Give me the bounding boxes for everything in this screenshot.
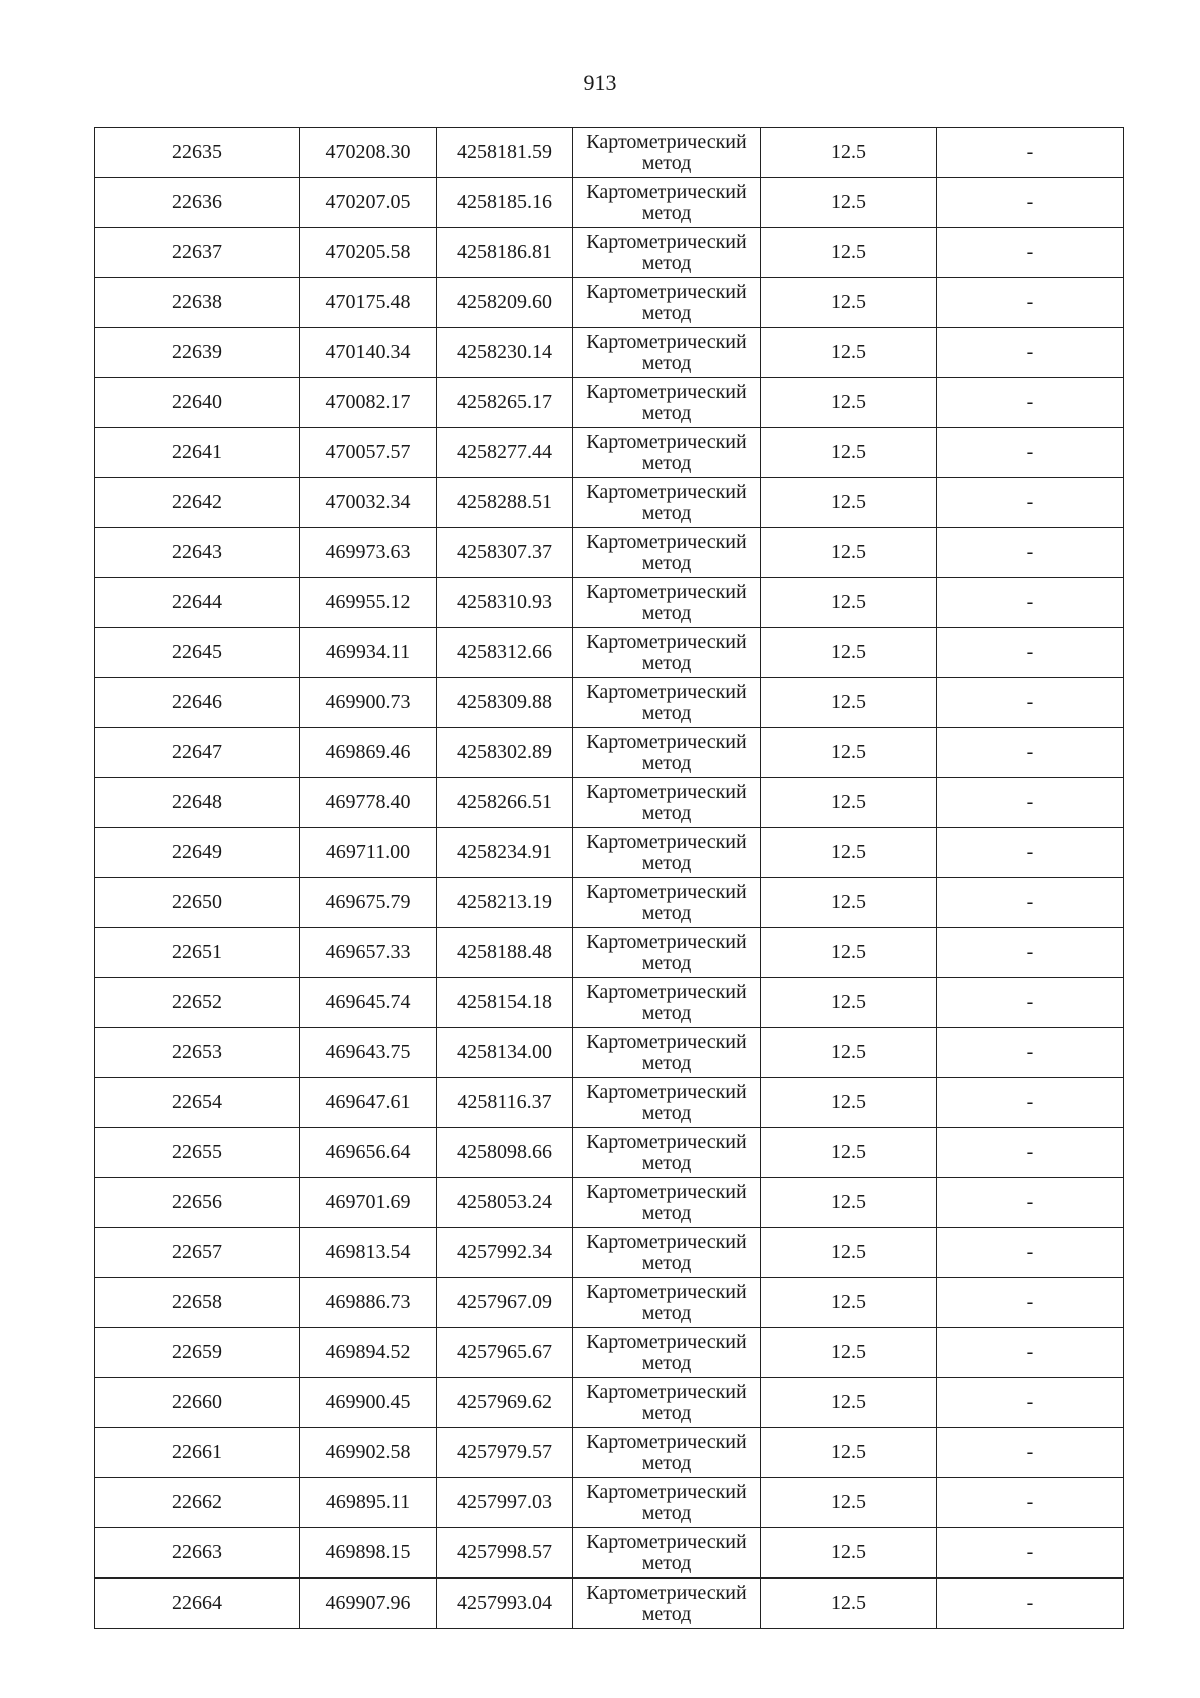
accuracy-cell: 12.5 — [761, 578, 937, 628]
method-cell — [573, 778, 761, 828]
table-row — [95, 328, 1124, 378]
accuracy-cell: 12.5 — [761, 128, 937, 178]
table-row — [95, 1578, 1124, 1629]
method-cell — [573, 428, 761, 478]
method-line-1: Картометрический — [586, 1480, 747, 1503]
note-cell: - — [937, 778, 1124, 828]
note-cell: - — [937, 628, 1124, 678]
accuracy-cell: 12.5 — [761, 278, 937, 328]
note-cell: - — [937, 1178, 1124, 1228]
y-coordinate-cell: 4258185.16 — [437, 178, 573, 228]
method-line-2: метод — [641, 1551, 692, 1574]
table-row — [95, 378, 1124, 428]
y-coordinate-cell: 4258288.51 — [437, 478, 573, 528]
accuracy-cell: 12.5 — [761, 978, 937, 1028]
note-cell: - — [937, 678, 1124, 728]
note-cell: - — [937, 1478, 1124, 1528]
x-coordinate-cell: 469778.40 — [300, 778, 437, 828]
y-coordinate-cell: 4257998.57 — [437, 1528, 573, 1579]
note-cell: - — [937, 328, 1124, 378]
method-cell — [573, 728, 761, 778]
note-cell: - — [937, 428, 1124, 478]
note-cell: - — [937, 828, 1124, 878]
method-line-2: метод — [641, 401, 692, 424]
y-coordinate-cell: 4258181.59 — [437, 128, 573, 178]
point-id-cell: 22635 — [95, 128, 300, 178]
accuracy-cell: 12.5 — [761, 1578, 937, 1629]
method-line-1: Картометрический — [586, 580, 747, 603]
x-coordinate-cell: 469813.54 — [300, 1228, 437, 1278]
method-line-2: метод — [641, 601, 692, 624]
method-cell — [573, 978, 761, 1028]
accuracy-cell: 12.5 — [761, 878, 937, 928]
accuracy-cell: 12.5 — [761, 928, 937, 978]
note-cell: - — [937, 978, 1124, 1028]
table-row — [95, 1228, 1124, 1278]
point-id-cell: 22637 — [95, 228, 300, 278]
table-row — [95, 828, 1124, 878]
method-line-2: метод — [641, 951, 692, 974]
method-line-2: метод — [641, 851, 692, 874]
point-id-cell: 22649 — [95, 828, 300, 878]
method-cell — [573, 1028, 761, 1078]
method-cell — [573, 478, 761, 528]
method-cell — [573, 128, 761, 178]
note-cell: - — [937, 478, 1124, 528]
method-cell — [573, 1228, 761, 1278]
method-line-2: метод — [641, 751, 692, 774]
table-row — [95, 428, 1124, 478]
note-cell: - — [937, 1428, 1124, 1478]
note-cell: - — [937, 378, 1124, 428]
table-row — [95, 928, 1124, 978]
method-line-1: Картометрический — [586, 830, 747, 853]
note-cell: - — [937, 1228, 1124, 1278]
method-cell — [573, 678, 761, 728]
table-row — [95, 578, 1124, 628]
x-coordinate-cell: 469886.73 — [300, 1278, 437, 1328]
method-line-2: метод — [641, 251, 692, 274]
table-row — [95, 228, 1124, 278]
method-line-2: метод — [641, 1151, 692, 1174]
x-coordinate-cell: 470207.05 — [300, 178, 437, 228]
method-line-1: Картометрический — [586, 1080, 747, 1103]
x-coordinate-cell: 469711.00 — [300, 828, 437, 878]
accuracy-cell: 12.5 — [761, 1478, 937, 1528]
accuracy-cell: 12.5 — [761, 1428, 937, 1478]
accuracy-cell: 12.5 — [761, 228, 937, 278]
point-id-cell: 22644 — [95, 578, 300, 628]
method-line-1: Картометрический — [586, 1530, 747, 1553]
accuracy-cell: 12.5 — [761, 378, 937, 428]
note-cell: - — [937, 278, 1124, 328]
method-line-1: Картометрический — [586, 1380, 747, 1403]
y-coordinate-cell: 4257967.09 — [437, 1278, 573, 1328]
method-cell — [573, 578, 761, 628]
table-row — [95, 728, 1124, 778]
point-id-cell: 22651 — [95, 928, 300, 978]
point-id-cell: 22654 — [95, 1078, 300, 1128]
y-coordinate-cell: 4258098.66 — [437, 1128, 573, 1178]
point-id-cell: 22660 — [95, 1378, 300, 1428]
point-id-cell: 22652 — [95, 978, 300, 1028]
x-coordinate-cell: 469894.52 — [300, 1328, 437, 1378]
x-coordinate-cell: 469657.33 — [300, 928, 437, 978]
note-cell: - — [937, 728, 1124, 778]
accuracy-cell: 12.5 — [761, 1178, 937, 1228]
x-coordinate-cell: 469902.58 — [300, 1428, 437, 1478]
point-id-cell: 22638 — [95, 278, 300, 328]
x-coordinate-cell: 469643.75 — [300, 1028, 437, 1078]
table-row — [95, 178, 1124, 228]
accuracy-cell: 12.5 — [761, 1378, 937, 1428]
x-coordinate-cell: 469869.46 — [300, 728, 437, 778]
y-coordinate-cell: 4258307.37 — [437, 528, 573, 578]
x-coordinate-cell: 469973.63 — [300, 528, 437, 578]
table-row — [95, 1178, 1124, 1228]
method-cell — [573, 1528, 761, 1579]
accuracy-cell: 12.5 — [761, 1128, 937, 1178]
method-line-1: Картометрический — [586, 880, 747, 903]
method-line-2: метод — [641, 1602, 692, 1625]
y-coordinate-cell: 4257992.34 — [437, 1228, 573, 1278]
table-row — [95, 1028, 1124, 1078]
note-cell: - — [937, 928, 1124, 978]
method-line-1: Картометрический — [586, 380, 747, 403]
table-row — [95, 1128, 1124, 1178]
x-coordinate-cell: 469656.64 — [300, 1128, 437, 1178]
method-cell — [573, 828, 761, 878]
x-coordinate-cell: 469701.69 — [300, 1178, 437, 1228]
table-row — [95, 1278, 1124, 1328]
method-line-1: Картометрический — [586, 730, 747, 753]
point-id-cell: 22648 — [95, 778, 300, 828]
method-line-2: метод — [641, 151, 692, 174]
method-line-1: Картометрический — [586, 1330, 747, 1353]
method-cell — [573, 878, 761, 928]
point-id-cell: 22656 — [95, 1178, 300, 1228]
method-line-2: метод — [641, 1451, 692, 1474]
note-cell: - — [937, 578, 1124, 628]
accuracy-cell: 12.5 — [761, 1278, 937, 1328]
method-line-1: Картометрический — [586, 330, 747, 353]
point-id-cell: 22661 — [95, 1428, 300, 1478]
coordinates-table — [94, 127, 1124, 1629]
method-cell — [573, 178, 761, 228]
y-coordinate-cell: 4257993.04 — [437, 1578, 573, 1629]
method-cell — [573, 1278, 761, 1328]
point-id-cell: 22664 — [95, 1578, 300, 1629]
table-row — [95, 478, 1124, 528]
x-coordinate-cell: 470205.58 — [300, 228, 437, 278]
method-cell — [573, 1478, 761, 1528]
y-coordinate-cell: 4258213.19 — [437, 878, 573, 928]
method-line-2: метод — [641, 1201, 692, 1224]
point-id-cell: 22659 — [95, 1328, 300, 1378]
method-line-1: Картометрический — [586, 780, 747, 803]
accuracy-cell: 12.5 — [761, 328, 937, 378]
y-coordinate-cell: 4258134.00 — [437, 1028, 573, 1078]
x-coordinate-cell: 470032.34 — [300, 478, 437, 528]
note-cell: - — [937, 1578, 1124, 1629]
note-cell: - — [937, 1278, 1124, 1328]
method-cell — [573, 628, 761, 678]
y-coordinate-cell: 4257965.67 — [437, 1328, 573, 1378]
note-cell: - — [937, 228, 1124, 278]
y-coordinate-cell: 4258230.14 — [437, 328, 573, 378]
accuracy-cell: 12.5 — [761, 528, 937, 578]
y-coordinate-cell: 4258265.17 — [437, 378, 573, 428]
method-cell — [573, 1328, 761, 1378]
x-coordinate-cell: 469675.79 — [300, 878, 437, 928]
accuracy-cell: 12.5 — [761, 778, 937, 828]
point-id-cell: 22643 — [95, 528, 300, 578]
y-coordinate-cell: 4258302.89 — [437, 728, 573, 778]
method-line-2: метод — [641, 1001, 692, 1024]
method-line-2: метод — [641, 651, 692, 674]
page-number: 913 — [583, 70, 617, 95]
method-line-2: метод — [641, 501, 692, 524]
y-coordinate-cell: 4258188.48 — [437, 928, 573, 978]
y-coordinate-cell: 4258266.51 — [437, 778, 573, 828]
method-cell — [573, 528, 761, 578]
y-coordinate-cell: 4258234.91 — [437, 828, 573, 878]
point-id-cell: 22641 — [95, 428, 300, 478]
accuracy-cell: 12.5 — [761, 1528, 937, 1579]
method-line-1: Картометрический — [586, 1581, 747, 1604]
method-line-1: Картометрический — [586, 980, 747, 1003]
table-row — [95, 528, 1124, 578]
point-id-cell: 22647 — [95, 728, 300, 778]
accuracy-cell: 12.5 — [761, 1028, 937, 1078]
x-coordinate-cell: 469955.12 — [300, 578, 437, 628]
x-coordinate-cell: 470208.30 — [300, 128, 437, 178]
point-id-cell: 22640 — [95, 378, 300, 428]
method-line-1: Картометрический — [586, 630, 747, 653]
method-line-1: Картометрический — [586, 1130, 747, 1153]
x-coordinate-cell: 470140.34 — [300, 328, 437, 378]
method-cell — [573, 1128, 761, 1178]
point-id-cell: 22645 — [95, 628, 300, 678]
y-coordinate-cell: 4257997.03 — [437, 1478, 573, 1528]
method-line-1: Картометрический — [586, 1280, 747, 1303]
note-cell: - — [937, 878, 1124, 928]
method-line-2: метод — [641, 1401, 692, 1424]
method-line-2: метод — [641, 1351, 692, 1374]
point-id-cell: 22658 — [95, 1278, 300, 1328]
point-id-cell: 22655 — [95, 1128, 300, 1178]
accuracy-cell: 12.5 — [761, 178, 937, 228]
method-cell — [573, 1078, 761, 1128]
accuracy-cell: 12.5 — [761, 828, 937, 878]
table-row — [95, 1078, 1124, 1128]
y-coordinate-cell: 4258053.24 — [437, 1178, 573, 1228]
method-line-2: метод — [641, 1501, 692, 1524]
method-line-1: Картометрический — [586, 280, 747, 303]
y-coordinate-cell: 4258186.81 — [437, 228, 573, 278]
table-row — [95, 1378, 1124, 1428]
method-line-2: метод — [641, 451, 692, 474]
method-cell — [573, 1578, 761, 1629]
note-cell: - — [937, 178, 1124, 228]
y-coordinate-cell: 4258309.88 — [437, 678, 573, 728]
x-coordinate-cell: 469895.11 — [300, 1478, 437, 1528]
note-cell: - — [937, 128, 1124, 178]
y-coordinate-cell: 4257979.57 — [437, 1428, 573, 1478]
method-line-1: Картометрический — [586, 430, 747, 453]
note-cell: - — [937, 1128, 1124, 1178]
x-coordinate-cell: 469645.74 — [300, 978, 437, 1028]
point-id-cell: 22653 — [95, 1028, 300, 1078]
note-cell: - — [937, 1028, 1124, 1078]
x-coordinate-cell: 469898.15 — [300, 1528, 437, 1579]
accuracy-cell: 12.5 — [761, 478, 937, 528]
note-cell: - — [937, 1378, 1124, 1428]
method-cell — [573, 1428, 761, 1478]
x-coordinate-cell: 470082.17 — [300, 378, 437, 428]
table-body — [95, 128, 1124, 1629]
y-coordinate-cell: 4258277.44 — [437, 428, 573, 478]
accuracy-cell: 12.5 — [761, 1328, 937, 1378]
x-coordinate-cell: 470057.57 — [300, 428, 437, 478]
method-line-2: метод — [641, 551, 692, 574]
accuracy-cell: 12.5 — [761, 678, 937, 728]
point-id-cell: 22657 — [95, 1228, 300, 1278]
method-cell — [573, 1178, 761, 1228]
point-id-cell: 22636 — [95, 178, 300, 228]
method-line-2: метод — [641, 1101, 692, 1124]
point-id-cell: 22662 — [95, 1478, 300, 1528]
method-line-1: Картометрический — [586, 1180, 747, 1203]
method-cell — [573, 228, 761, 278]
table-row — [95, 128, 1124, 178]
method-line-1: Картометрический — [586, 680, 747, 703]
x-coordinate-cell: 469900.45 — [300, 1378, 437, 1428]
y-coordinate-cell: 4257969.62 — [437, 1378, 573, 1428]
x-coordinate-cell: 469907.96 — [300, 1578, 437, 1629]
method-line-1: Картометрический — [586, 930, 747, 953]
method-line-1: Картометрический — [586, 1430, 747, 1453]
x-coordinate-cell: 469647.61 — [300, 1078, 437, 1128]
x-coordinate-cell: 469900.73 — [300, 678, 437, 728]
accuracy-cell: 12.5 — [761, 1078, 937, 1128]
accuracy-cell: 12.5 — [761, 628, 937, 678]
method-line-2: метод — [641, 351, 692, 374]
table-row — [95, 1428, 1124, 1478]
table-row — [95, 278, 1124, 328]
method-line-1: Картометрический — [586, 1230, 747, 1253]
method-line-2: метод — [641, 1051, 692, 1074]
x-coordinate-cell: 469934.11 — [300, 628, 437, 678]
table-row — [95, 878, 1124, 928]
method-line-2: метод — [641, 1251, 692, 1274]
point-id-cell: 22646 — [95, 678, 300, 728]
method-line-1: Картометрический — [586, 230, 747, 253]
note-cell: - — [937, 1528, 1124, 1579]
y-coordinate-cell: 4258312.66 — [437, 628, 573, 678]
note-cell: - — [937, 528, 1124, 578]
method-cell — [573, 328, 761, 378]
point-id-cell: 22650 — [95, 878, 300, 928]
accuracy-cell: 12.5 — [761, 428, 937, 478]
method-line-2: метод — [641, 701, 692, 724]
method-line-1: Картометрический — [586, 180, 747, 203]
x-coordinate-cell: 470175.48 — [300, 278, 437, 328]
method-line-2: метод — [641, 201, 692, 224]
table-row — [95, 1478, 1124, 1528]
method-cell — [573, 928, 761, 978]
method-line-2: метод — [641, 1301, 692, 1324]
method-line-2: метод — [641, 301, 692, 324]
accuracy-cell: 12.5 — [761, 728, 937, 778]
method-cell — [573, 1378, 761, 1428]
point-id-cell: 22639 — [95, 328, 300, 378]
table-row — [95, 678, 1124, 728]
table-row — [95, 1328, 1124, 1378]
method-line-1: Картометрический — [586, 530, 747, 553]
table-row — [95, 778, 1124, 828]
table-row — [95, 978, 1124, 1028]
method-cell — [573, 378, 761, 428]
y-coordinate-cell: 4258310.93 — [437, 578, 573, 628]
table-row — [95, 1528, 1124, 1579]
y-coordinate-cell: 4258209.60 — [437, 278, 573, 328]
method-line-2: метод — [641, 801, 692, 824]
note-cell: - — [937, 1328, 1124, 1378]
method-line-1: Картометрический — [586, 130, 747, 153]
point-id-cell: 22663 — [95, 1528, 300, 1579]
table-row — [95, 628, 1124, 678]
method-line-2: метод — [641, 901, 692, 924]
method-line-1: Картометрический — [586, 1030, 747, 1053]
y-coordinate-cell: 4258116.37 — [437, 1078, 573, 1128]
method-line-1: Картометрический — [586, 480, 747, 503]
y-coordinate-cell: 4258154.18 — [437, 978, 573, 1028]
accuracy-cell: 12.5 — [761, 1228, 937, 1278]
method-cell — [573, 278, 761, 328]
note-cell: - — [937, 1078, 1124, 1128]
point-id-cell: 22642 — [95, 478, 300, 528]
